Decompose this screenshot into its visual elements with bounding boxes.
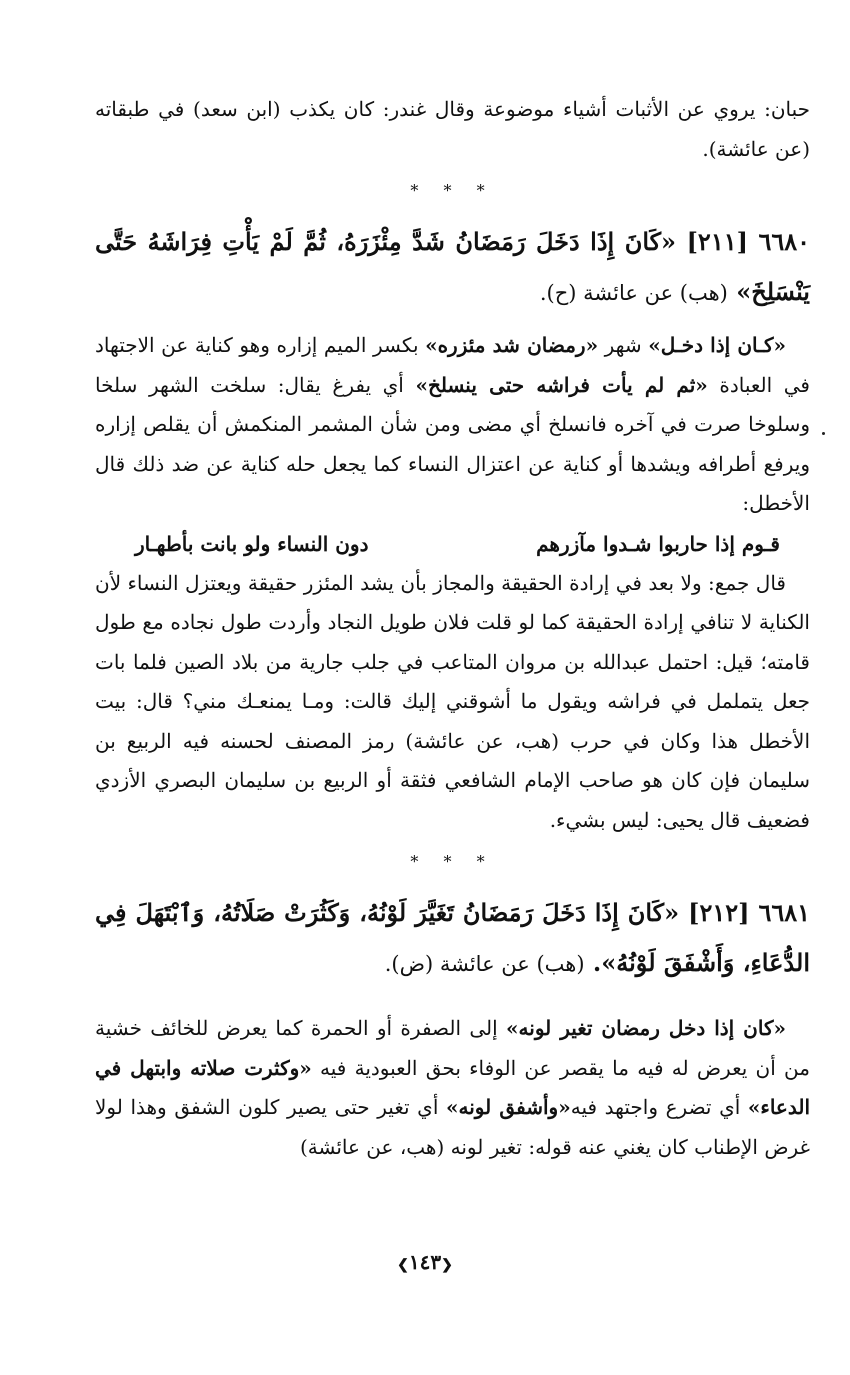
page-body [95, 90, 810, 1167]
quoted-phrase: «كان إذا دخل رمضان تغير لونه» [506, 1016, 786, 1040]
verse-second-hemistich: دون النساء ولو بانت بأطهـار [135, 531, 369, 556]
page-number [0, 1250, 850, 1274]
quoted-phrase: «وكثرت صلاته وابتهل في الدعاء» [95, 1055, 811, 1119]
commentary-paragraph: قال جمع: ولا بعد في إرادة الحقيقة والمجاز بأن يشد المئزر حقيقة ويعتزل النساء لأن الكناية لا تنافي إرادة الحقيقة كما لو قلت فلان طويل النجاد وأردت طول نجاده مع طول قامته؛ قيل: احتمل عبدالله بن مروان المتاعب في جلب جارية من بلاد الصين فلما بات جعل يتململ في فراشه ويقول ما أشوقني إليك قالت: ومـا يمنعـك مني؟ قال: بيت الأخطل هذا وكان في حرب (هب، عن عائشة) رمز المصنف لحسنه فيه الربيع بن سليمان فإن كان هو صاحب الإمام الشافعي فثقة أو الربيع بن سليمان البصري الأزدي فضعيف قال يحيى: ليس بشيء. [95, 570, 811, 832]
hadith-6681 [95, 888, 810, 989]
scan-speck [822, 432, 825, 435]
hadith-number: ٦٦٨١ [٢١٢] [688, 898, 810, 927]
section-separator: * * * [410, 181, 495, 200]
ornament-left-icon: ❯ [397, 1257, 409, 1273]
commentary-text: أي تغير حتى يصير كلون الشفق وهذا لولا غرض الإطناب كان يغني عنه قوله: تغير لونه (هب، عن عائشة) [95, 1095, 810, 1159]
commentary-text: إلى الصفرة أو الحمرة كما يعرض للخائف خشية من أن يعرض له فيه ما يقصر عن الوفاء بحق العبودية فيه [95, 1016, 810, 1080]
commentary-text: أي تضرع واجتهد فيه [570, 1095, 748, 1119]
section-separator: * * * [410, 852, 495, 871]
commentary-paragraph [95, 326, 810, 524]
hadith-text: «كَانَ إِذَا دَخَلَ رَمَضَانُ شَدَّ مِئْزَرَهُ، ثُمَّ لَمْ يَأْتِ فِرَاشَهُ حَتَّى يَنْسَلِخَ» [95, 227, 810, 306]
quoted-phrase: «كـان إذا دخـل» [648, 333, 787, 357]
poetry-verse [95, 524, 810, 564]
ornament-right-icon: ❮ [441, 1257, 453, 1273]
commentary-text: شهر [598, 333, 649, 357]
hadith-reference: (هب) عن عائشة (ح). [539, 281, 728, 305]
intro-paragraph: حبان: يروي عن الأثبات أشياء موضوعة وقال غندر: كان يكذب (ابن سعد) في طبقاته (عن عائشة). [95, 97, 810, 161]
commentary-text: أي يفرغ يقال: سلخت الشهر سلخا وسلوخا صرت في آخره فانسلخ أي مضى ومن شأن المشمر المنكمش أن يقلص إزاره ويرفع أطرافه ويشدها أو كناية عن اعتزال النساء كما يجعل حله كناية عن ضد ذلك قال الأخطل: [95, 372, 810, 515]
quoted-phrase: «ثم لم يأت فراشه حتى ينسلخ» [415, 372, 708, 397]
hadith-reference: (هب) عن عائشة (ض). [384, 952, 585, 976]
quoted-phrase: «رمضان شد مئزره» [425, 333, 599, 357]
verse-first-hemistich: قـوم إذا حاربوا شـدوا مآزرهم [536, 531, 780, 556]
commentary-paragraph [95, 1009, 810, 1167]
commentary-text: بكسر الميم إزاره وهو كناية عن الاجتهاد في العبادة [95, 333, 810, 397]
page-number-value: ١٤٣ [408, 1250, 442, 1274]
hadith-number: ٦٦٨٠ [٢١١] [686, 227, 810, 256]
hadith-text: «كَانَ إِذَا دَخَلَ رَمَضَانُ تَغَيَّرَ لَوْنُهُ، وَكَثُرَتْ صَلَاتُهُ، وَٱبْتَهَلَ فِي الدُّعَاءِ، وَأَشْفَقَ لَوْنُهُ». [95, 898, 810, 977]
hadith-6680 [95, 217, 810, 318]
quoted-phrase: «وأشفق لونه» [446, 1095, 571, 1119]
